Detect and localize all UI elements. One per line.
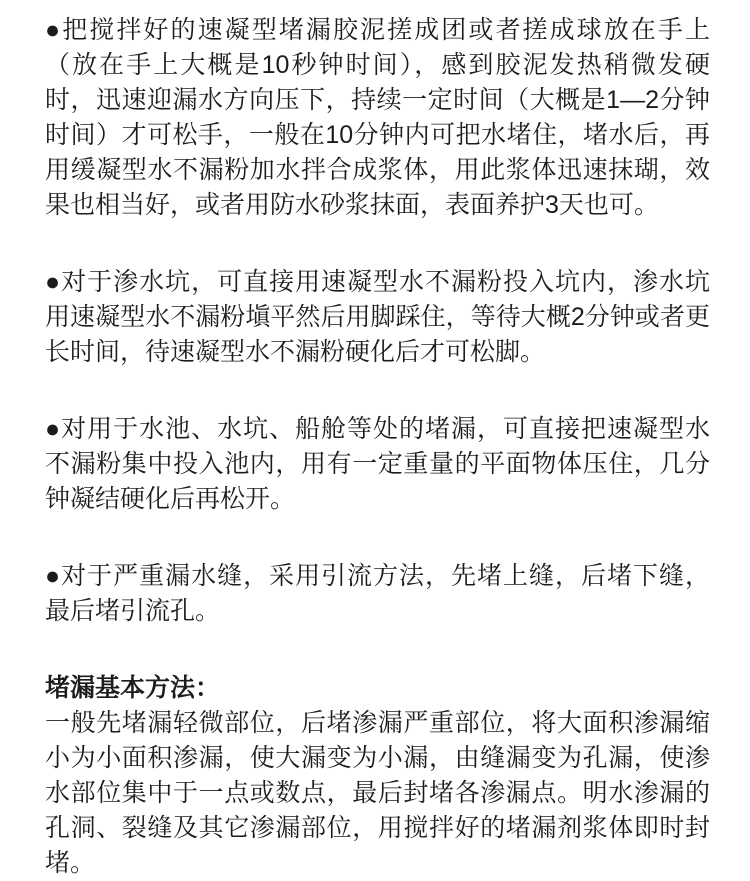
paragraph-text: 对于严重漏水缝，采用引流方法，先堵上缝，后堵下缝，最后堵引流孔。 bbox=[45, 562, 710, 625]
bullet-paragraph-1 bbox=[45, 13, 710, 223]
section-heading: 堵漏基本方法： bbox=[45, 674, 221, 702]
method-paragraph: 一般先堵漏轻微部位，后堵渗漏严重部位，将大面积渗漏缩小为小面积渗漏，使大漏变为小漏，由缝漏变为孔漏，使渗水部位集中于一点或数点，最后封堵各渗漏点。明水渗漏的孔洞、裂缝及其它渗漏部位，用搅拌好的堵漏剂浆体即时封堵。 bbox=[45, 709, 710, 877]
bullet-icon: ● bbox=[45, 562, 62, 590]
bullet-paragraph-3 bbox=[45, 412, 710, 517]
bullet-paragraph-4 bbox=[45, 559, 710, 629]
bullet-icon: ● bbox=[45, 16, 63, 44]
paragraph-text: 对于渗水坑，可直接用速凝型水不漏粉投入坑内，渗水坑用速凝型水不漏粉塡平然后用脚踩住，等待大概2分钟或者更长时间，待速凝型水不漏粉硬化后才可松脚。 bbox=[45, 268, 710, 366]
bullet-icon: ● bbox=[45, 415, 62, 443]
bullet-paragraph-2 bbox=[45, 265, 710, 370]
paragraph-text: 把搅拌好的速凝型堵漏胶泥搓成团或者搓成球放在手上（放在手上大概是10秒钟时间），感到胶泥发热稍微发硬时，迅速迎漏水方向压下，持续一定时间（大概是1—2分钟时间）才可松手，一般在10分钟内可把水堵住，堵水后，再用缓凝型水不漏粉加水拌合成浆体，用此浆体迅速抹瑚，效果也相当好，或者用防水砂浆抹面，表面养护3天也可。 bbox=[45, 16, 710, 219]
paragraph-text: 对用于水池、水坑、船舱等处的堵漏，可直接把速凝型水不漏粉集中投入池内，用有一定重量的平面物体压住，几分钟凝结硬化后再松开。 bbox=[45, 415, 710, 513]
bullet-icon: ● bbox=[45, 268, 62, 296]
